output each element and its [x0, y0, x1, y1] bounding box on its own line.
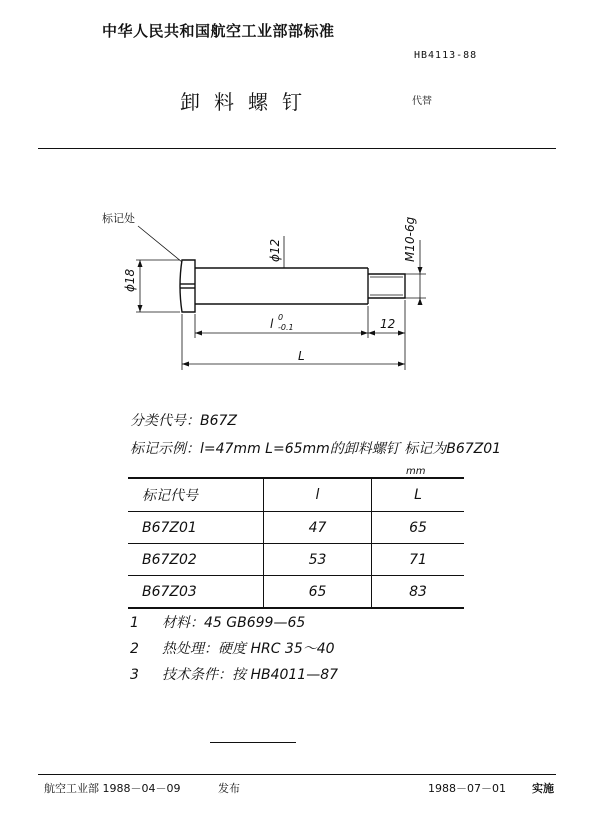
dimension-table — [128, 477, 464, 609]
replaces-label: 代替 — [412, 96, 432, 107]
effective-label: 实施 — [532, 782, 554, 795]
classification-code: 分类代号：B67Z — [130, 413, 238, 429]
issued-label: 发布 — [218, 782, 240, 795]
cell-L: 83 — [372, 576, 465, 609]
screw-drawing — [100, 200, 460, 384]
cell-l: 47 — [264, 512, 372, 544]
standard-code: HB4113-88 — [414, 50, 478, 61]
note-text: 技术条件：按 HB4011—87 — [162, 667, 339, 683]
effective-date: 1988－07－01 — [428, 782, 506, 795]
mark-callout-label: 标记处 — [102, 212, 135, 225]
end-divider — [210, 742, 296, 743]
total-len-label: L — [298, 349, 305, 363]
note-number: 1 — [130, 615, 139, 631]
cell-L: 65 — [372, 512, 465, 544]
table-header-row — [128, 478, 464, 512]
table-row — [128, 544, 464, 576]
footer-divider — [38, 774, 556, 775]
cell-code: B67Z02 — [128, 544, 264, 576]
note-text: 热处理：硬度 HRC 35～40 — [162, 641, 335, 657]
head-dia-label: ϕ18 — [123, 268, 137, 292]
mark-leader — [138, 226, 182, 262]
note-heat-treatment — [130, 638, 335, 658]
table-row — [128, 576, 464, 609]
header-L: L — [372, 478, 465, 512]
note-number: 2 — [130, 641, 139, 657]
header-divider — [38, 148, 556, 149]
thread-size-label: M10-6g — [403, 216, 417, 262]
table-row — [128, 512, 464, 544]
issuer-date: 航空工业部 1988－04－09 — [44, 782, 181, 795]
note-text: 材料：45 GB699—65 — [162, 615, 306, 631]
table-unit: mm — [406, 466, 426, 477]
thread-len-label: 12 — [380, 317, 396, 331]
note-tech-conditions — [130, 664, 338, 684]
cell-code: B67Z03 — [128, 576, 264, 609]
header-l: l — [264, 478, 372, 512]
screw-drawing-svg — [100, 200, 460, 380]
standard-organization: 中华人民共和国航空工业部部标准 — [102, 22, 335, 40]
screw-outline — [180, 260, 405, 312]
shank-len-label: l — [270, 317, 274, 331]
shank-dia-label: ϕ12 — [268, 238, 282, 262]
shank-tol-lower: -0.1 — [278, 323, 294, 332]
note-material — [130, 612, 305, 632]
cell-code: B67Z01 — [128, 512, 264, 544]
header-mark-code: 标记代号 — [128, 478, 264, 512]
cell-L: 71 — [372, 544, 465, 576]
cell-l: 65 — [264, 576, 372, 609]
shank-tol-upper: 0 — [278, 313, 284, 322]
page-title: 卸料螺钉 — [180, 90, 316, 114]
cell-l: 53 — [264, 544, 372, 576]
marking-example: 标记示例：l=47mm L=65mm的卸料螺钉 标记为B67Z01 — [130, 441, 502, 457]
note-number: 3 — [130, 667, 139, 683]
